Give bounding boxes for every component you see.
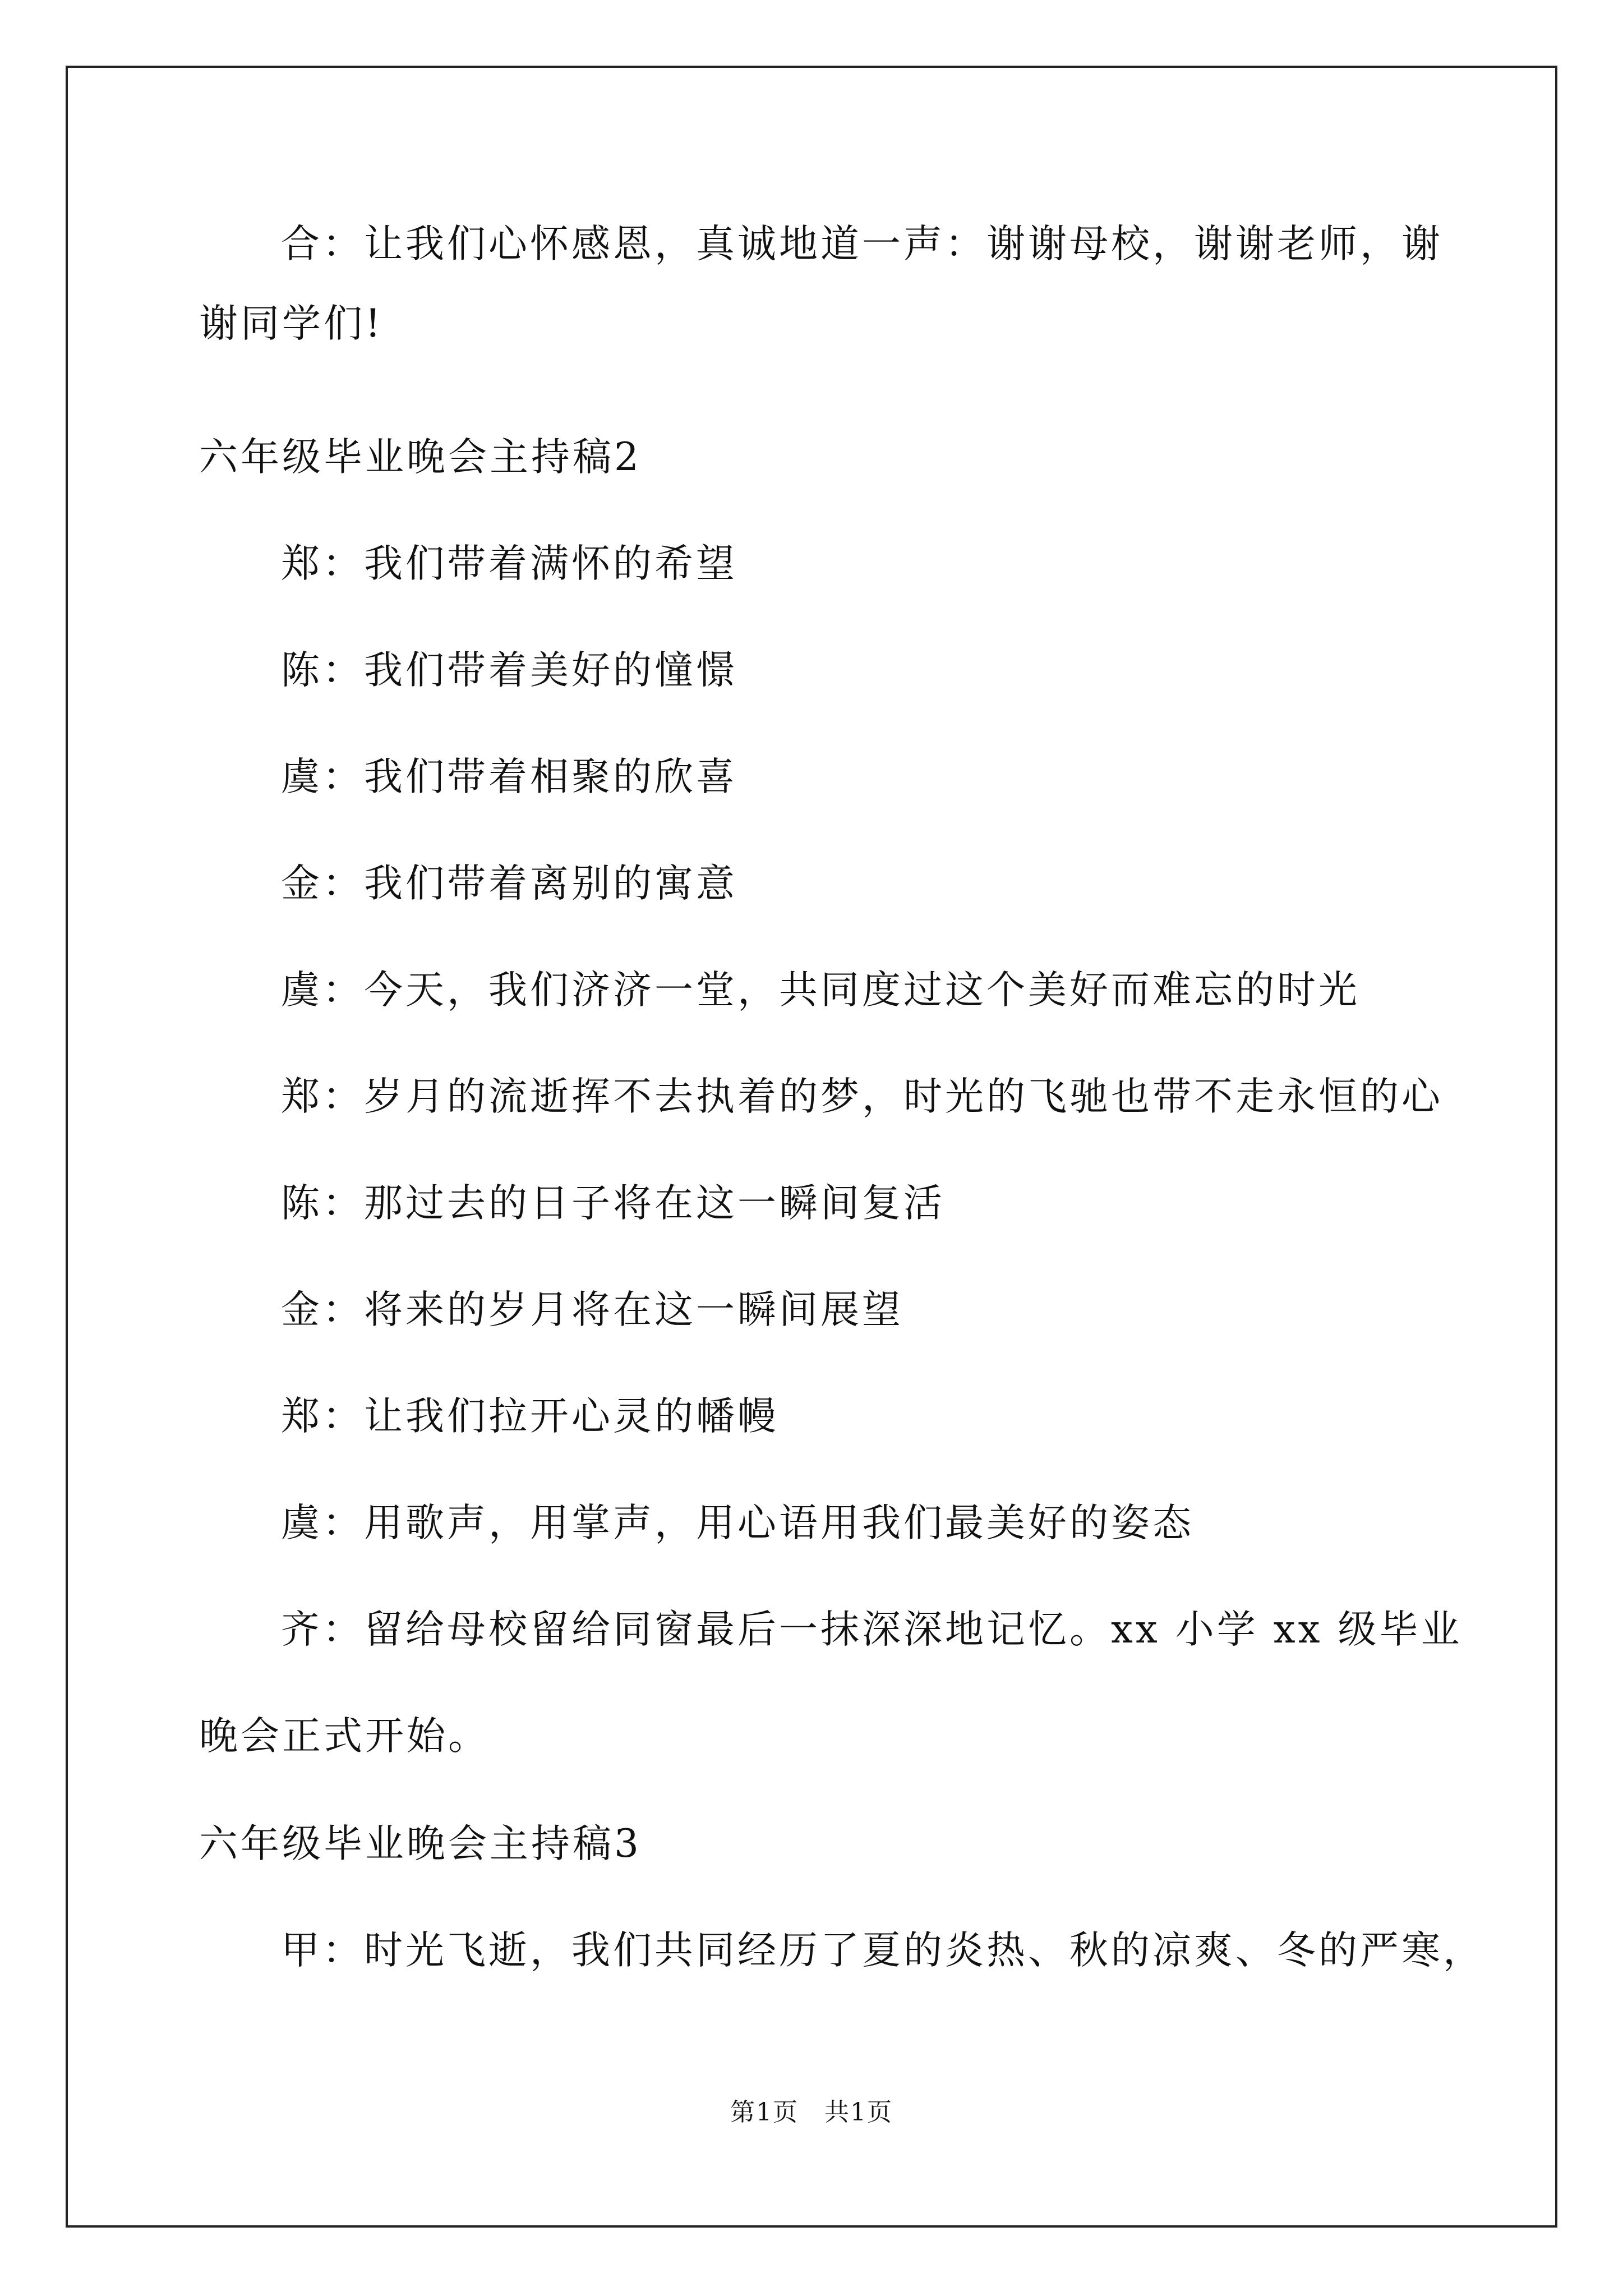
dialogue-line: 金：我们带着离别的寓意 (281, 861, 737, 906)
dialogue-line: 郑：让我们拉开心灵的幡幔 (281, 1394, 779, 1439)
paragraph-line: 晚会正式开始。 (199, 1714, 490, 1759)
dialogue-line: 金：将来的岁月将在这一瞬间展望 (281, 1287, 903, 1332)
dialogue-line: 虞：我们带着相聚的欣喜 (281, 754, 737, 799)
dialogue-line: 陈：我们带着美好的憧憬 (281, 648, 737, 693)
dialogue-line: 齐：留给母校留给同窗最后一抹深深地记忆。xx 小学 xx 级毕业 (281, 1607, 1463, 1652)
paragraph-line: 合：让我们心怀感恩，真诚地道一声：谢谢母校，谢谢老师，谢 (281, 222, 1443, 266)
dialogue-line: 陈：那过去的日子将在这一瞬间复活 (281, 1181, 945, 1226)
section-heading: 六年级毕业晚会主持稿3 (199, 1821, 642, 1866)
dialogue-line: 甲：时光飞逝，我们共同经历了夏的炎热、秋的凉爽、冬的严寒， (281, 1928, 1484, 1973)
page-border (66, 66, 1557, 2228)
page-footer: 第1页 共1页 (730, 2098, 893, 2127)
dialogue-line: 郑：岁月的流逝挥不去执着的梦，时光的飞驰也带不走永恒的心 (281, 1074, 1443, 1119)
dialogue-line: 郑：我们带着满怀的希望 (281, 541, 737, 586)
section-heading: 六年级毕业晚会主持稿2 (199, 435, 642, 480)
dialogue-line: 虞：今天，我们济济一堂，共同度过这个美好而难忘的时光 (281, 968, 1360, 1013)
paragraph-line: 谢同学们! (199, 301, 384, 346)
dialogue-line: 虞：用歌声，用掌声，用心语用我们最美好的姿态 (281, 1501, 1194, 1545)
